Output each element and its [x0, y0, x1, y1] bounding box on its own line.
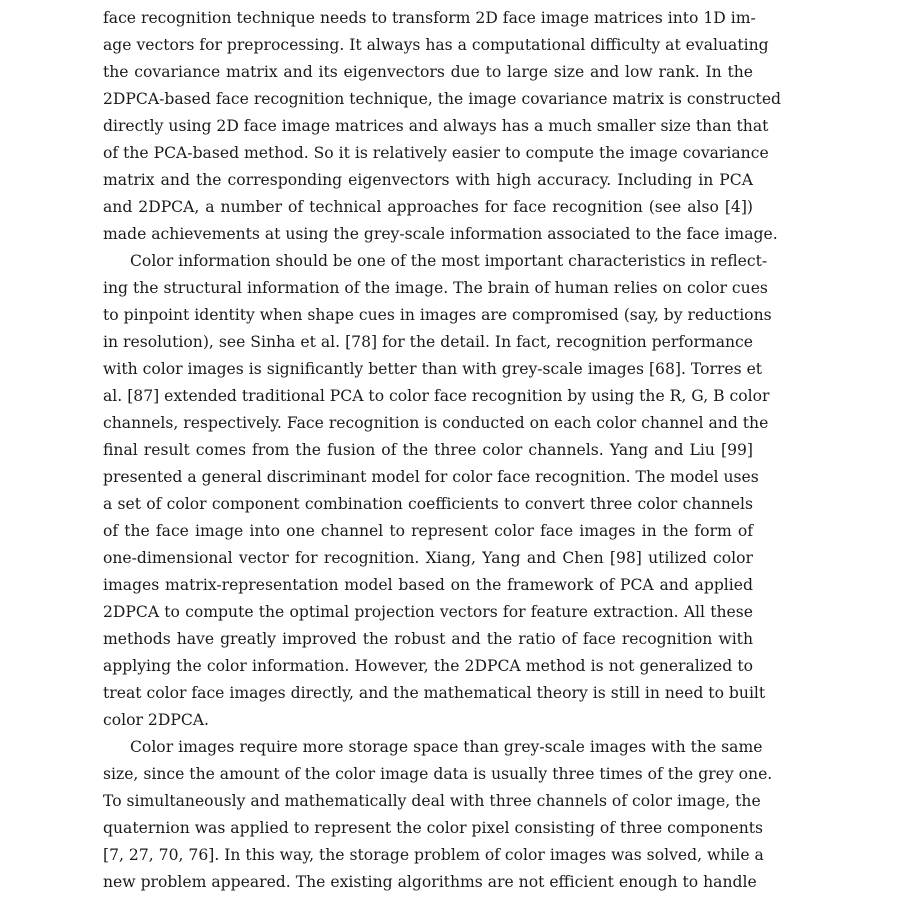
text-line: methods have greatly improved the robust and the ratio of face recognition with [103, 630, 753, 648]
text-line: Color information should be one of the most important characteristics in reflect- [130, 252, 768, 270]
text-line: new problem appeared. The existing algorithms are not efficient enough to handle [103, 873, 757, 891]
text-line: one-dimensional vector for recognition. Xiang, Yang and Chen [98] utilized color [103, 549, 753, 567]
text-line: To simultaneously and mathematically deal with three channels of color image, the [103, 792, 761, 810]
text-line: made achievements at using the grey-scale information associated to the face image. [103, 225, 778, 243]
text-line: color 2DPCA. [103, 711, 209, 729]
text-line: age vectors for preprocessing. It always has a computational difficulty at evaluating [103, 36, 769, 54]
text-line: size, since the amount of the color image data is usually three times of the grey one. [103, 765, 773, 783]
text-line: the covariance matrix and its eigenvectors due to large size and low rank. In the [103, 63, 753, 81]
text-line: final result comes from the fusion of the three color channels. Yang and Liu [99] [103, 441, 753, 459]
text-line: al. [87] extended traditional PCA to color face recognition by using the R, G, B color [103, 387, 770, 405]
text-line: and 2DPCA, a number of technical approaches for face recognition (see also [4]) [103, 198, 753, 216]
text-line: applying the color information. However, the 2DPCA method is not generalized to [103, 657, 753, 675]
text-line: directly using 2D face image matrices and always has a much smaller size than that [103, 117, 769, 135]
text-line: 2DPCA-based face recognition technique, the image covariance matrix is constructed [103, 90, 782, 108]
text-line: face recognition technique needs to transform 2D face image matrices into 1D im- [103, 9, 756, 27]
text-line: with color images is significantly better than with grey-scale images [68]. Torres et [103, 360, 763, 378]
text-line: a set of color component combination coefficients to convert three color channels [103, 495, 753, 513]
text-line: images matrix-representation model based on the framework of PCA and applied [103, 576, 753, 594]
text-line: presented a general discriminant model for color face recognition. The model uses [103, 468, 759, 486]
text-line: of the face image into one channel to represent color face images in the form of [103, 522, 753, 540]
paragraph-color-information [103, 248, 772, 734]
paragraph-face-recognition-2dpca [103, 5, 782, 248]
text-line: matrix and the corresponding eigenvectors with high accuracy. Including in PCA [103, 171, 753, 189]
paper-page [103, 5, 782, 896]
text-line: Color images require more storage space than grey-scale images with the same [130, 738, 763, 756]
text-line: in resolution), see Sinha et al. [78] for the detail. In fact, recognition performance [103, 333, 753, 351]
text-line: treat color face images directly, and the mathematical theory is still in need to built [103, 684, 766, 702]
paragraph-color-storage-quaternion [103, 734, 773, 896]
text-line: channels, respectively. Face recognition is conducted on each color channel and the [103, 414, 769, 432]
text-line: ing the structural information of the image. The brain of human relies on color cues [103, 279, 768, 297]
text-line: 2DPCA to compute the optimal projection vectors for feature extraction. All these [103, 603, 753, 621]
text-line: to pinpoint identity when shape cues in images are compromised (say, by reductions [103, 306, 772, 324]
text-line: of the PCA-based method. So it is relatively easier to compute the image covariance [103, 144, 769, 162]
text-line: quaternion was applied to represent the color pixel consisting of three components [103, 819, 764, 837]
text-line: [7, 27, 70, 76]. In this way, the storage problem of color images was solved, while a [103, 846, 764, 864]
